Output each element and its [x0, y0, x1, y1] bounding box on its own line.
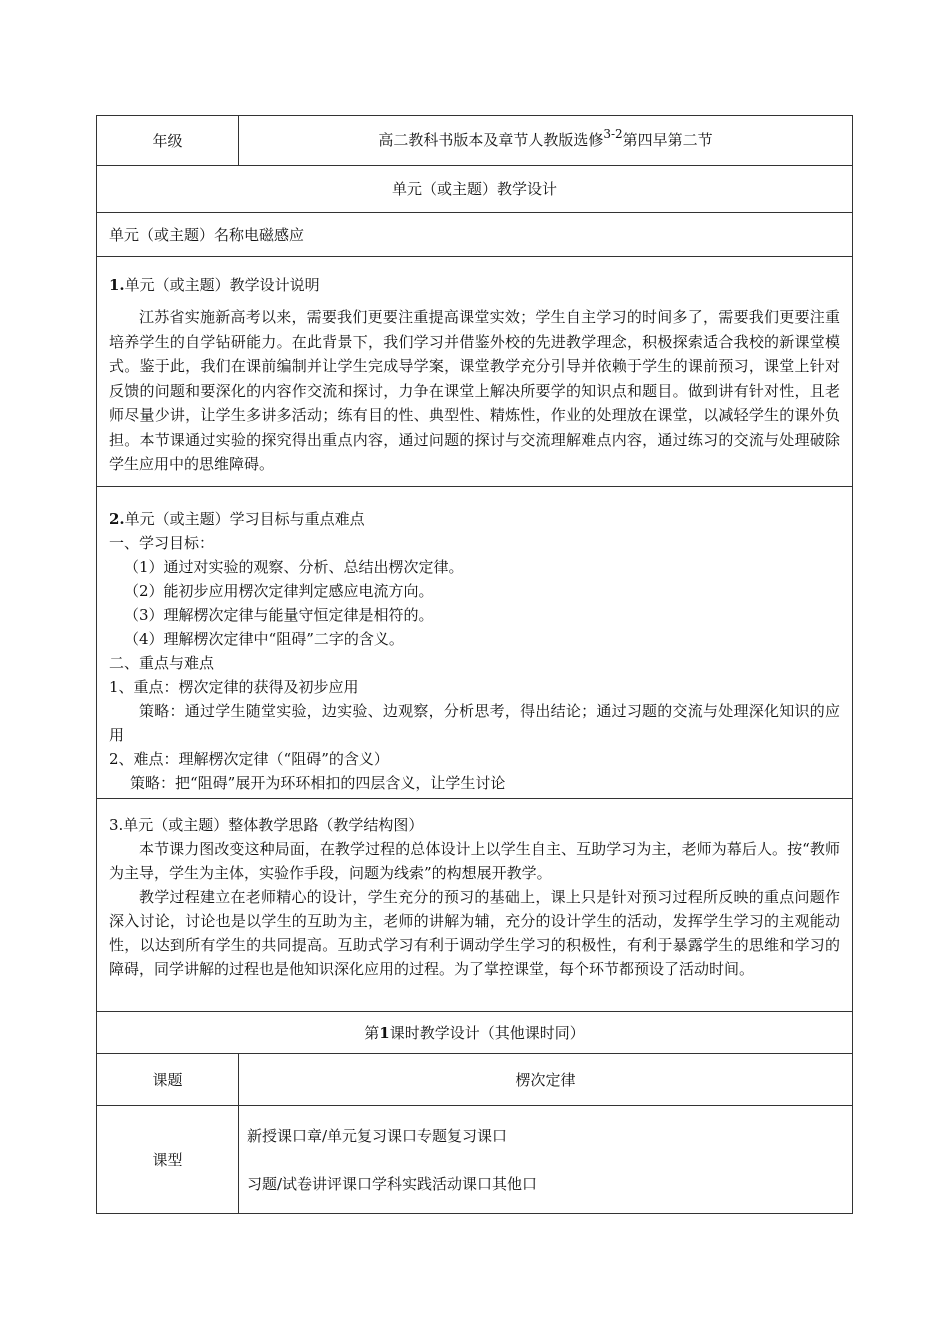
- lesson-title-prefix: 第: [364, 1023, 380, 1042]
- section1-title: 单元（或主题）教学设计说明: [124, 276, 320, 294]
- lesson-design-title-row: [97, 1012, 853, 1054]
- lesson-design-title: [97, 1012, 853, 1054]
- difficulty-strategy: 策略：把“阻碍”展开为环环相扣的四层含义，让学生讨论: [130, 774, 506, 792]
- document-page: [96, 115, 852, 1214]
- section3-paragraph-2: 教学过程建立在老师精心的设计，学生充分的预习的基础上，课上只是针对预习过程所反映的重点问题作深入讨论，讨论也是以学生的互助为主，老师的讲解为辅，充分的设计学生的活动，发挥学生学习的主观能动性，以达到所有学生的共同提高。互助式学习有利于调动学生学习的积极性，有利于暴露学生的思维和学习的障碍，同学讲解的过程也是他知识深化应用的过程。为了掌控课堂，每个环节都预设了活动时间。: [109, 888, 840, 978]
- difficulty-point: 2、难点：理解楞次定律（“阻碍”的含义）: [109, 750, 389, 768]
- section1-heading: [109, 273, 840, 297]
- key-difficulty-heading: 二、重点与难点: [109, 654, 215, 672]
- goal-item-2: （2）能初步应用楞次定律判定感应电流方向。: [124, 582, 434, 600]
- section3-paragraph-1: 本节课力图改变这种局面，在教学过程的总体设计上以学生自主、互助学习为主，老师为幕后人。按“教师为主导，学生为主体，实验作手段，问题为线索”的构想展开教学。: [109, 840, 840, 882]
- lesson-type-row: [97, 1106, 853, 1214]
- grade-label: 年级: [97, 116, 239, 166]
- section1-number: 1.: [109, 276, 125, 294]
- section3-row: [97, 799, 853, 1012]
- lesson-type-line-2: 习题/试卷讲评课口学科实践活动课口其他口: [247, 1174, 538, 1193]
- section2-number: 2.: [109, 510, 125, 528]
- unit-design-title: 单元（或主题）教学设计: [97, 166, 853, 213]
- goal-item-3: （3）理解楞次定律与能量守恒定律是相符的。: [124, 606, 434, 624]
- grade-row: [97, 116, 853, 166]
- goal-item-1: （1）通过对实验的观察、分析、总结出楞次定律。: [124, 558, 464, 576]
- textbook-version-text: 高二教科书版本及章节人教版选修: [378, 131, 604, 149]
- topic-label: 课题: [97, 1054, 239, 1106]
- unit-name-row: [97, 213, 853, 257]
- goal-item-4: （4）理解楞次定律中“阻碍”二字的含义。: [124, 630, 404, 648]
- key-point: 1、重点：楞次定律的获得及初步应用: [109, 678, 359, 696]
- section3-title: 3.单元（或主题）整体教学思路（教学结构图）: [109, 816, 424, 834]
- topic-row: [97, 1054, 853, 1106]
- section1-paragraph: 江苏省实施新高考以来，需要我们更要注重提高课堂实效；学生自主学习的时间多了，需要我们更要注重培养学生的自学钻研能力。在此背景下，我们学习并借鉴外校的先进教学理念，积极探索适合我校的新课堂模式。鉴于此，我们在课前编制并让学生完成导学案，课堂教学充分引导并依赖于学生的课前预习，课堂上针对反馈的问题和要深化的内容作交流和探讨，力争在课堂上解决所要学的知识点和题目。做到讲有针对性，且老师尽量少讲，让学生多讲多活动；练有目的性、典型性、精炼性，作业的处理放在课堂，以减轻学生的课外负担。本节课通过实验的探究得出重点内容，通过问题的探讨与交流理解难点内容，通过练习的交流与处理破除学生应用中的思维障碍。: [109, 308, 840, 473]
- lesson-type-line-1: 新授课口章/单元复习课口专题复习课口: [247, 1126, 508, 1145]
- section2-title: 单元（或主题）学习目标与重点难点: [124, 510, 365, 528]
- unit-name: 单元（或主题）名称电磁感应: [97, 213, 853, 257]
- lesson-number: 1: [379, 1023, 390, 1042]
- lesson-type-label: 课型: [97, 1106, 239, 1214]
- key-point-strategy: 策略：通过学生随堂实验，边实验、边观察，分析思考，得出结论；通过习题的交流与处理深化知识的应用: [109, 702, 840, 744]
- section1-cell: [97, 257, 853, 487]
- lesson-plan-table: [96, 115, 853, 1214]
- unit-design-title-row: [97, 166, 853, 213]
- section1-row: [97, 257, 853, 487]
- section2-heading: [109, 507, 840, 531]
- section2-cell: [97, 487, 853, 799]
- chapter-section-text: 第四早第二节: [622, 131, 713, 149]
- textbook-version-cell: [239, 116, 853, 166]
- section3-cell: [97, 799, 853, 1012]
- lesson-type-options: [239, 1106, 853, 1214]
- elective-number: 3-2: [603, 127, 623, 141]
- lesson-title-suffix: 课时教学设计（其他课时同）: [389, 1023, 585, 1042]
- goals-heading: 一、学习目标：: [109, 534, 215, 552]
- topic-value: 楞次定律: [239, 1054, 853, 1106]
- section2-row: [97, 487, 853, 799]
